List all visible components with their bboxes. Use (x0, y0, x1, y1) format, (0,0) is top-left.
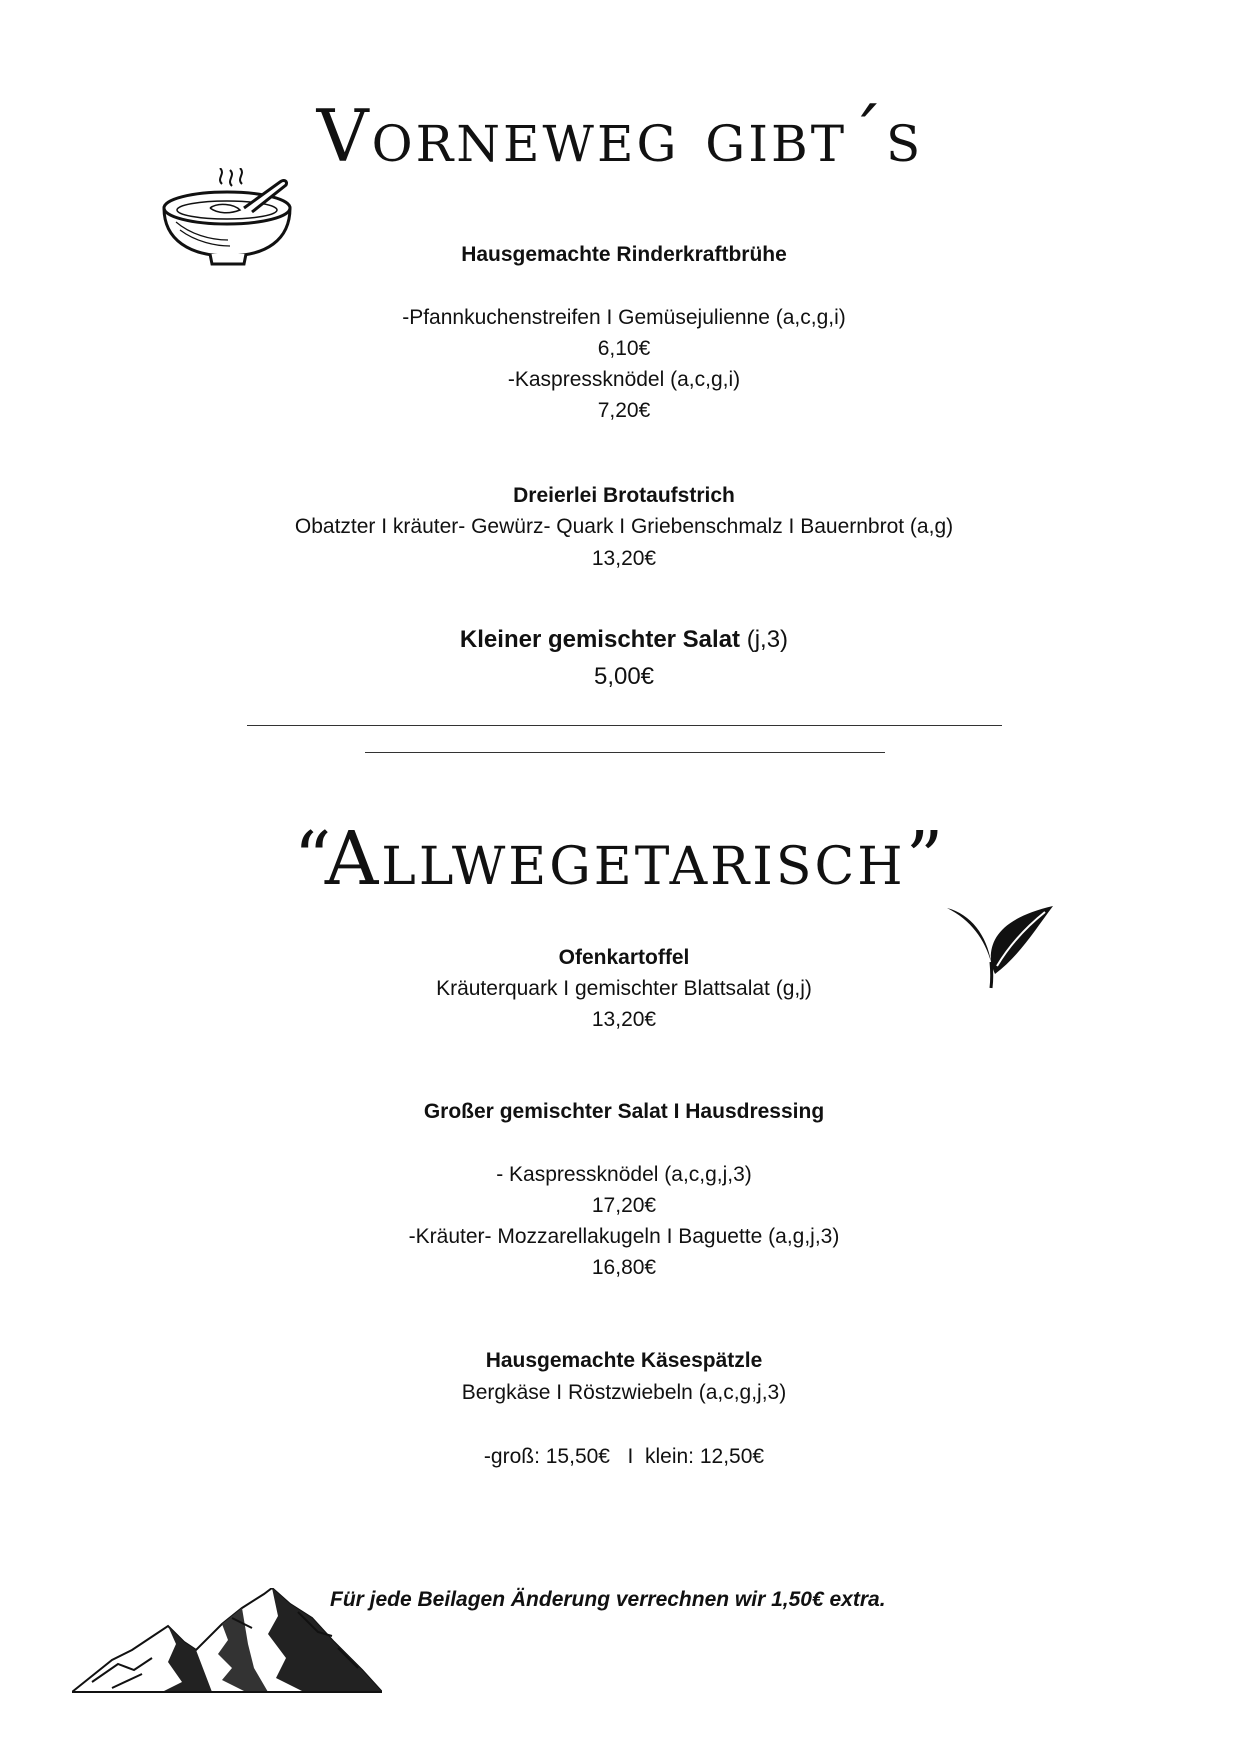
item-allergens-kleiner-salat: (j,3) (746, 626, 789, 653)
item-name-grosser-salat: Großer gemischter Salat I Hausdressing (423, 1100, 825, 1123)
item-price-pfannkuchenstreifen: 6,10€ (597, 337, 651, 360)
section-title-vorneweg: Vorneweg gibt´s (316, 94, 924, 178)
item-description-kaesespaetzle: Bergkäse I Röstzwiebeln (a,c,g,j,3) (461, 1381, 787, 1404)
item-name-brotaufstrich: Dreierlei Brotaufstrich (513, 484, 735, 507)
item-option-kaspressknoedel: -Kaspressknödel (a,c,g,i) (507, 368, 741, 391)
item-option-mozzarellakugeln: -Kräuter- Mozzarellakugeln I Baguette (a,g,j,3) (408, 1225, 840, 1248)
item-description-brotaufstrich: Obatzter I kräuter- Gewürz- Quark I Griebenschmalz I Bauernbrot (a,g) (294, 515, 954, 538)
item-option-kaspressknoedel-salat: - Kaspressknödel (a,c,g,j,3) (496, 1163, 752, 1186)
item-price-kaspressknoedel: 7,20€ (597, 399, 651, 422)
item-sizes-kaesespaetzle: -groß: 15,50€ I klein: 12,50€ (483, 1445, 765, 1468)
item-description-ofenkartoffel: Kräuterquark I gemischter Blattsalat (g,j) (436, 977, 812, 1000)
item-name-kaesespaetzle: Hausgemachte Käsespätzle (485, 1349, 763, 1372)
item-price-ofenkartoffel: 13,20€ (591, 1008, 657, 1031)
divider-short (365, 752, 885, 753)
footer-note: Für jede Beilagen Änderung verrechnen wir 1,50€ extra. (330, 1588, 886, 1611)
item-name-ofenkartoffel: Ofenkartoffel (558, 946, 690, 969)
section-title-allwegetarisch: “Allwegetarisch” (293, 816, 947, 902)
item-price-mozzarellakugeln: 16,80€ (591, 1256, 657, 1279)
item-name-rinderkraftbruehe: Hausgemachte Rinderkraftbrühe (461, 243, 787, 266)
item-name-kleiner-salat: Kleiner gemischter Salat (459, 626, 741, 653)
item-option-pfannkuchenstreifen: -Pfannkuchenstreifen I Gemüsejulienne (a,c,g,i) (402, 306, 846, 329)
divider-long (247, 725, 1002, 726)
item-price-kleiner-salat: 5,00€ (593, 663, 655, 690)
item-kleiner-salat (4, 622, 1240, 658)
item-price-kaspressknoedel-salat: 17,20€ (591, 1194, 657, 1217)
item-price-brotaufstrich: 13,20€ (591, 547, 657, 570)
